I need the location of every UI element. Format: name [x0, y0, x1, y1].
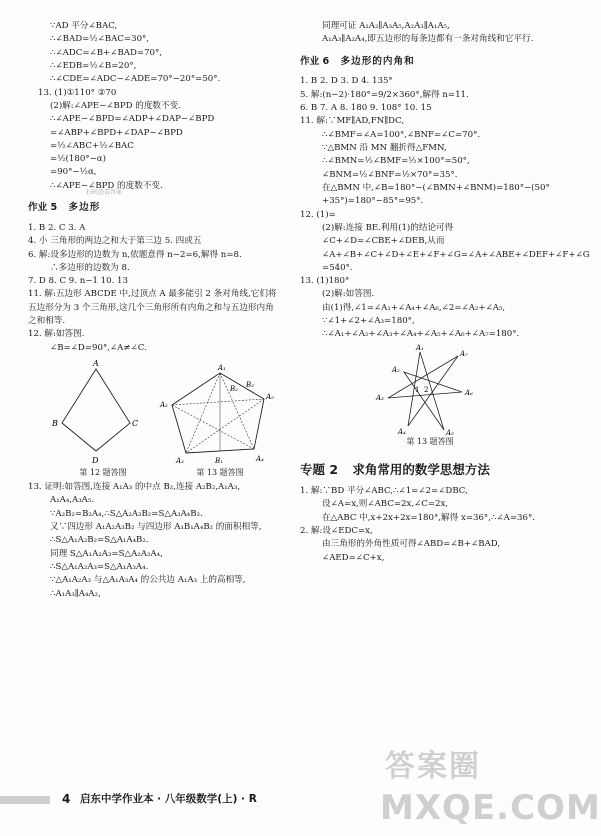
answer-line: ∴S△A₁A₂A₃=S△A₁A₃A₄.	[50, 561, 149, 572]
answer-line: ∠B=∠D=90°,∠A≠∠C.	[50, 342, 147, 353]
answer-line: ∴多边形的边数为 8.	[50, 262, 130, 273]
answer-line: 12. (1)=	[300, 209, 336, 220]
answer-line: ∵∠1+∠2+∠A₃=180°,	[322, 316, 415, 327]
answer-line: ∴∠BMF=∠A=100°,∠BNF=∠C=70°.	[322, 129, 481, 140]
fig13-label-b2: B₂	[230, 385, 238, 394]
question-13: 13. (1)①110° ②70	[38, 87, 117, 98]
answer-line: 设∠A=x,则∠ABC=2x,∠C=2x,	[322, 499, 449, 510]
fig13-label-a4: A₄	[256, 455, 264, 464]
fig12-label-c: C	[132, 419, 139, 429]
fig13-label-a1: A₁	[218, 364, 226, 373]
star-label-a1: A₁	[416, 343, 424, 352]
text-line: ∴∠ADC=∠B+∠BAD=70°,	[50, 47, 163, 58]
answer-line: 6. B 7. A 8. 180 9. 108° 10. 15	[300, 103, 432, 114]
answer-line: (2)解:连接 BE.利用(1)的结论可得∠C+∠D=∠CBE+∠DEB,从而∠A+∠B+∠C+∠D+∠E+∠F+∠G=∠A+∠ABE+∠DEF+∠F+∠G	[322, 222, 590, 260]
star-label-a6: A₆	[465, 388, 473, 397]
answer-line: ∴∠BMN=½∠BMF=½×100°=50°,	[322, 156, 470, 167]
text-line: ∴∠EDB=½∠B=20°,	[50, 60, 137, 71]
star-label-a7: A₇	[460, 349, 468, 358]
section-title: 多边形的内角和	[340, 55, 415, 67]
text-line: =∠ABP+∠BPD+∠DAP−∠BPD	[50, 127, 183, 138]
answer-line: 4. 小 三角形的两边之和大于第三边 5. 四或五	[28, 236, 202, 247]
fig13-label-a3: A₃	[176, 457, 184, 466]
answer-line: 又∵四边形 A₁A₂A₃B₂ 与四边形 A₁B₁A₄B₂ 的面积相等,	[50, 521, 262, 532]
star-heptagram-svg	[370, 342, 490, 436]
star-label-a2: A₂	[392, 365, 400, 374]
text-line: =90°−½α,	[50, 167, 97, 178]
text-line: ∴∠BAD=½∠BAC=30°,	[50, 34, 150, 45]
figure-13-caption: 第 13 题答图	[196, 468, 244, 478]
star-label-a5: A₅	[446, 428, 454, 437]
answer-line: 1. 解:∵BD 平分∠ABC,∴∠1=∠2=∠DBC,	[300, 486, 468, 497]
answer-line: =540°.	[322, 262, 353, 273]
fig12-label-d: D	[92, 456, 99, 466]
fig13-label-a5: A₅	[266, 393, 274, 402]
section-label: 作业 5	[28, 202, 58, 214]
figures-row	[28, 359, 280, 481]
qr-stamp-text: 扫码查看答案	[86, 189, 123, 196]
figure-12-kite	[48, 359, 158, 467]
text-line: ∴∠CDE=∠ADC−∠ADE=70°−20°=50°.	[50, 74, 221, 85]
text-line: ∵AD 平分∠BAC,	[50, 21, 118, 31]
answer-line: 13. (1)180°	[300, 276, 350, 287]
answer-line: ∠BNM=½∠BNF=½×70°=35°.	[322, 169, 458, 180]
answer-line: 由三角形的外角性质可得∠ABD=∠B+∠BAD,	[322, 539, 501, 550]
text-line: A₁A₃∥A₂A₄,即五边形的每条边都有一条对角线和它平行.	[322, 34, 534, 45]
star-label-a4: A₄	[398, 427, 406, 436]
figure-13-star-caption: 第 13 题答图	[406, 436, 454, 446]
answer-line: 11. 解:五边形 ABCDE 中,过顶点 A 最多能引 2 条对角线,它们将五边形分为 3 个三角形,这几个三角形所有内角之和与五边形内角之和相等.	[28, 289, 277, 327]
page-number: 4	[62, 792, 71, 806]
footer-bar	[0, 796, 50, 804]
answer-line: 1. B 2. C 3. A	[28, 222, 86, 233]
star-angle-2: 2	[424, 385, 429, 394]
watermark-line-1: 答案圈	[385, 749, 481, 784]
star-angle-1: 1	[415, 385, 420, 394]
answer-line: 在△BMN 中,∠B=180°−(∠BMN+∠BNM)=180°−(50°+35°)=180°−85°=95°.	[322, 182, 550, 207]
text-line: 同理可证 A₁A₂∥A₃A₅,A₂A₃∥A₁A₅,	[322, 21, 450, 31]
figure-12-caption: 第 12 题答图	[79, 468, 127, 478]
star-label-a3: A₃	[376, 393, 384, 402]
section-label: 作业 6	[300, 55, 330, 67]
section-heading-6	[300, 55, 552, 70]
text-line: ∴∠APE−∠BPD 的度数不变.	[50, 180, 163, 191]
topic-label: 专题 2	[300, 461, 339, 477]
figure-13-pentagon	[160, 361, 280, 469]
fig13-label-b1: B₁	[215, 457, 223, 466]
answer-line: 5. 解:(n−2)·180°=9/2×360°,解得 n=11.	[300, 89, 469, 100]
text-line: ∴∠APE−∠BPD=∠ADP+∠DAP−∠BPD	[50, 114, 215, 125]
figure-13-star	[300, 342, 552, 450]
fig12-label-b: B	[52, 419, 58, 429]
text-line: =½∠ABC+½∠BAC	[50, 140, 134, 151]
answer-line: ∴∠A₁+∠A₂+∠A₃+∠A₄+∠A₅+∠A₆+∠A₇=180°.	[322, 329, 520, 340]
answer-line: ∵A₂B₂=B₂A₄,∴S△A₂A₃B₂=S△A₃A₄B₂.	[50, 508, 203, 519]
text-line: (2)解:∠APE−∠BPD 的度数不变.	[50, 100, 181, 111]
answer-line: 同理 S△A₁A₂A₃=S△A₂A₃A₄,	[50, 548, 163, 559]
answer-line: ∠AED=∠C+x,	[322, 552, 385, 563]
left-column	[28, 20, 280, 601]
answer-line: 6. 解:设多边形的边数为 n,依题意得 n−2=6,解得 n=8.	[28, 249, 242, 260]
answer-line: 11. 解:∵MF∥AD,FN∥DC,	[300, 116, 405, 127]
book-title: 启东中学作业本 · 八年级数学(上) · R	[80, 793, 257, 805]
fig13-label-b3: B₃	[246, 381, 254, 390]
answer-line: 在△ABC 中,x+2x+2x=180°,解得 x=36°,∴∠A=36°.	[322, 512, 535, 523]
answer-line: 2. 解:设∠EDC=x,	[300, 526, 373, 537]
answer-line: 13. 证明:如答图,连接 A₁A₃ 的中点 B₂,连接 A₂B₂,A₁A₃,	[28, 482, 241, 493]
fig13-label-a2: A₂	[160, 401, 168, 410]
answer-line: ∴A₁A₃∥A₄A₂,	[50, 588, 101, 599]
answer-line: 由(1)得,∠1=∠A₁+∠A₄+∠A₆,∠2=∠A₂+∠A₅,	[322, 302, 506, 313]
section-heading-5	[28, 201, 280, 216]
site-watermark	[360, 740, 601, 836]
answer-line: 1. B 2. D 3. D 4. 135°	[300, 76, 393, 87]
answer-line: A₁A₄,A₃A₅.	[50, 495, 95, 506]
fig12-label-a: A	[93, 359, 99, 369]
text-line: =½(180°−α)	[50, 154, 106, 165]
answer-line: 7. D 8. C 9. n−1 10. 13	[28, 276, 128, 287]
topic-title: 求角常用的数学思想方法	[352, 461, 490, 477]
answer-line: (2)解:如答图.	[322, 289, 375, 300]
answer-line: ∴S△A₁A₂B₂=S△A₁A₄B₂.	[50, 535, 149, 546]
section-title: 多边形	[68, 202, 101, 214]
right-column	[300, 20, 590, 565]
answer-line: 12. 解:如答图.	[28, 329, 85, 340]
topic-heading-2	[300, 460, 552, 479]
page-footer	[0, 790, 565, 814]
answer-line: ∵△A₁A₂A₃ 与△A₁A₃A₄ 的公共边 A₁A₃ 上的高相等,	[50, 575, 246, 586]
answer-line: ∵△BMN 沿 MN 翻折得△FMN,	[322, 143, 447, 154]
watermark-line-2: MXQE.COM	[380, 788, 601, 828]
